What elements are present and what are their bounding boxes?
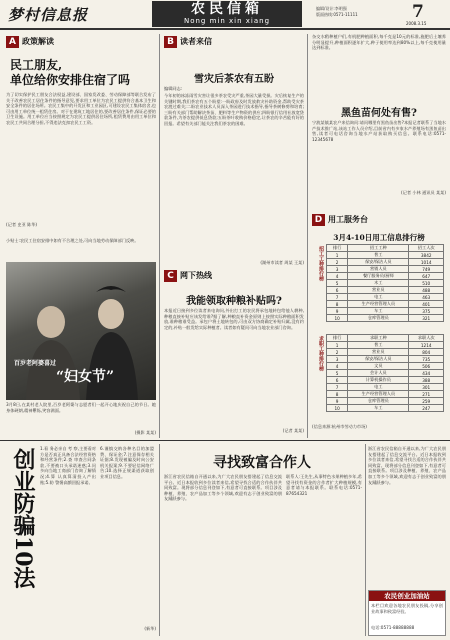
table-cell: 510 bbox=[409, 280, 444, 287]
table-cell: 401 bbox=[409, 301, 444, 308]
table-header: 招工工种 bbox=[348, 245, 409, 252]
section-a-note: 小贴士:农民工住宿安排中如有不合理之处,可向当地劳动保障部门反映。 bbox=[6, 238, 139, 243]
section-b-byline: 编辑同志: bbox=[164, 86, 183, 91]
photo-credit: (摄影 某某) bbox=[134, 430, 156, 435]
table-cell: 木工 bbox=[348, 280, 409, 287]
table-cell: 5 bbox=[327, 280, 348, 287]
section-a-headline: 民工朋友, 单位给你安排住宿了吗 bbox=[10, 58, 131, 87]
newspaper-logo: 梦村信息报 bbox=[8, 6, 89, 24]
table-cell: 6 bbox=[327, 377, 348, 384]
table-cell: 营业员 bbox=[348, 287, 409, 294]
table-row bbox=[327, 259, 444, 266]
table-cell: 804 bbox=[409, 349, 444, 356]
table-cell: 321 bbox=[409, 315, 444, 322]
table1-side-label: 招工工种排行榜 bbox=[318, 246, 324, 281]
seeking-table bbox=[326, 334, 444, 412]
bottom-center-body2: 联系人:王先生,从事特色水果种植多年,希望寻找有资金的合作者扩大种植规模,有意者请与本报联系。联系电话:0571-87654321 bbox=[286, 474, 362, 496]
table-cell: 9 bbox=[327, 308, 348, 315]
table-cell: 247 bbox=[409, 405, 444, 412]
table-row bbox=[327, 363, 444, 370]
table-cell: 保安/保洁人员 bbox=[348, 356, 409, 363]
section-c-body: 本报近日接到多位读者来电询问,外出打工的农民将承包地转包给他人耕种,种粮直接补贴应该发给谁?据了解,种粮直补资金原则上按照实际种粮面积发放,谁种粮谁受益。承包户将土地转包的,可由双方协商确定补贴归属,没有约定的,补贴一般发给实际种植者。读者如有疑问可向当地农业部门咨询。 bbox=[164, 308, 304, 330]
table-cell: 10 bbox=[327, 405, 348, 412]
table-cell: 4 bbox=[327, 363, 348, 370]
table-cell: 9 bbox=[327, 398, 348, 405]
bottom-left-body: 1.看 务必亲自 考 察,主要看对方是否真正具备合法经营资格和经营条件;2.查 审查合同条款,不要被口头承诺迷惑;3.问 多向当地工商部门咨询了解情况;4.算 认真算清投入产出账;5.防 警惕高额回报承诺。 bbox=[40, 446, 96, 485]
table-header: 排行 bbox=[327, 245, 348, 252]
section-a-title: 政策解读 bbox=[22, 37, 54, 46]
section-b-title: 读者来信 bbox=[180, 37, 212, 46]
table-cell: 计算机操作员 bbox=[348, 377, 409, 384]
table-cell: 3 bbox=[327, 266, 348, 273]
bottom-right-body: 浙江省农民信箱自开通以来,为广大农民朋友搭建起了信息交流平台。近日本报收到多位读者来信,希望寻找合适的合作伙伴共同致富。现将部分信息刊登如下,有意者可直接联系。项目涉及种植、养殖、农产品加工等多个领域,欢迎有志于创业致富的朋友踊跃参与。 bbox=[368, 446, 446, 485]
section-c-label: C bbox=[164, 270, 177, 282]
column-divider bbox=[307, 34, 308, 438]
table-cell: 488 bbox=[409, 287, 444, 294]
table-cell: 5 bbox=[327, 370, 348, 377]
table-cell: 2 bbox=[327, 259, 348, 266]
masthead-title: 农民信箱 bbox=[191, 1, 263, 17]
table-cell: 434 bbox=[409, 370, 444, 377]
table-cell: 4 bbox=[327, 273, 348, 280]
table-row bbox=[327, 370, 444, 377]
table-cell: 10 bbox=[327, 315, 348, 322]
bottom-center-body: 浙江省农民信箱自开通以来,为广大农民朋友搭建起了信息交流平台。近日本报收到多位读者来信,希望寻找合适的合作伙伴共同致富。现将部分信息刊登如下,有意者可直接联系。项目涉及种植、养殖、农产品加工等多个领域,欢迎有志于创业致富的朋友踊跃参与。 bbox=[164, 474, 282, 502]
column-divider bbox=[159, 444, 160, 636]
ad-body: 本栏目欢迎各地农民朋友投稿,分享创业故事和致富经验。 bbox=[371, 603, 443, 614]
table-cell: 车工 bbox=[348, 405, 409, 412]
section-d-title: 用工服务台 bbox=[328, 215, 368, 224]
table-cell: 1014 bbox=[409, 259, 444, 266]
table-cell: 仓库管理员 bbox=[348, 398, 409, 405]
table-row bbox=[327, 301, 444, 308]
table-cell: 301 bbox=[409, 384, 444, 391]
table-cell: 电工 bbox=[348, 294, 409, 301]
table-cell: 3 bbox=[327, 356, 348, 363]
table-header-row bbox=[327, 335, 444, 342]
right-body: 宁波某镇某农户来信询问:请问哪里有黑鱼苗出售?本报记者联系了当地水产技术推广站,该站工作人员介绍,目前省内有多家水产养殖场有黑鱼苗出售,读者可电话咨询当地水产站获取购买信息。联系电话:0571-12345678 bbox=[312, 120, 446, 142]
section-a-caption: (记者 史亚 陈华) bbox=[6, 222, 38, 227]
table-row bbox=[327, 308, 444, 315]
table-cell: 普工 bbox=[348, 252, 409, 259]
section-b-body: 今年初的冰冻雨雪灾害让很多茶农受灾严重,茶园大量受损。灾后恢复生产的关键时期,我们茶农有五个盼望:一盼政府及时发放救灾补助资金,帮助受灾茶农渡过难关;二盼农业技术人员深入茶园进行技术指导,指导茶树修剪和培育;三盼有关部门帮助解决茶苗、肥料等生产物资的供应;四盼银行信用社放宽贷款条件,为茶农提供低息贷款;五盼茶叶收购价格稳定,让茶农的辛苦能有好的回报。希望有关部门能关注我们茶农的困难。 bbox=[164, 93, 304, 126]
table-row bbox=[327, 398, 444, 405]
table-cell: 车工 bbox=[348, 308, 409, 315]
table-cell: 3842 bbox=[409, 252, 444, 259]
page-header bbox=[0, 0, 450, 28]
bottom-left-body2: 6.谨慎交纳各种名目的加盟费、保证金;7.注意保存相关证据;8.发现被骗及时向公安机关报案;9.不要轻信网络广告;10.选择正规渠道获取创业项目信息。 bbox=[100, 446, 154, 479]
section-b-label: B bbox=[164, 36, 177, 48]
table-cell: 8 bbox=[327, 391, 348, 398]
table-cell: 463 bbox=[409, 294, 444, 301]
table-cell: 749 bbox=[409, 266, 444, 273]
table-row bbox=[327, 405, 444, 412]
photo-caption-big: “妇女节” bbox=[56, 369, 115, 385]
hiring-table bbox=[326, 244, 444, 322]
table-cell: 生产经营管理人员 bbox=[348, 301, 409, 308]
section-b-headline: 雪灾后茶农有五盼 bbox=[194, 74, 274, 85]
table-cell: 647 bbox=[409, 273, 444, 280]
table-header: 求职工种 bbox=[348, 335, 409, 342]
meta-line: 编辑/设计:李明强 bbox=[316, 6, 347, 11]
table-row bbox=[327, 384, 444, 391]
meta-line: 版面热线:0571-11111 bbox=[316, 12, 358, 17]
table-row bbox=[327, 349, 444, 356]
table-cell: 7 bbox=[327, 294, 348, 301]
table-cell: 271 bbox=[409, 391, 444, 398]
table-row bbox=[327, 287, 444, 294]
table-cell: 电工 bbox=[348, 384, 409, 391]
section-b-signature: (湖州市读者 周某 王某) bbox=[260, 260, 304, 265]
section-c-headline: 我能领取种粮补贴吗? bbox=[186, 296, 282, 307]
table-cell: 259 bbox=[409, 398, 444, 405]
table-cell: 506 bbox=[409, 363, 444, 370]
section-d-label: D bbox=[312, 214, 325, 226]
jobs-note: (信息来源:杭州市劳动力市场) bbox=[312, 424, 367, 429]
jobs-table-title: 3月4-10日用工信息排行榜 bbox=[333, 233, 425, 242]
table2-side-label: 求职工种排行榜 bbox=[318, 336, 324, 371]
table-cell: 1 bbox=[327, 252, 348, 259]
page-number: 7 bbox=[412, 2, 424, 22]
section-a-body: 为了切实保护民工朋友合法权益,建设部、国家发改委、劳动保障部等联合发布了关于改善农民工居住条件的指导意见,要求用工单位为农民工提供符合基本卫生和安全条件的居住场所。农民工集中的开发区和工业园区,可建设农民工集体宿舍,也可由用工单位统一租赁住房。对于在建筑工地居住的,要改善居住条件,保证必要的卫生设施。用工单位应当按照规定为农民工提供居住场所,租赁费用由用工单位和农民工共同合理分担,不得违法克扣农民工工资。 bbox=[6, 92, 156, 125]
table-cell: 普工 bbox=[348, 342, 409, 349]
ad-title: 农民创业加油站 bbox=[369, 591, 445, 601]
table-header: 排行 bbox=[327, 335, 348, 342]
table-row bbox=[327, 391, 444, 398]
table-cell: 文员 bbox=[348, 363, 409, 370]
column-divider bbox=[365, 444, 366, 636]
table-cell: 生产经营管理人员 bbox=[348, 391, 409, 398]
news-photo bbox=[6, 262, 156, 400]
table-row bbox=[327, 252, 444, 259]
table-cell: 1214 bbox=[409, 342, 444, 349]
table-cell: 仓库管理员 bbox=[348, 315, 409, 322]
right-signature: (记者 小林 通讯员 某某) bbox=[401, 190, 446, 195]
masthead bbox=[152, 1, 302, 27]
column-divider bbox=[159, 34, 160, 438]
masthead-meta bbox=[316, 6, 358, 18]
table-header: 招工人次 bbox=[409, 245, 444, 252]
issue-date: 2008.3.15 bbox=[406, 21, 427, 26]
table-cell: 7 bbox=[327, 384, 348, 391]
table-cell: 2 bbox=[327, 349, 348, 356]
ad-box bbox=[368, 590, 446, 636]
hiring-table-grid bbox=[326, 244, 444, 322]
table-cell: 1 bbox=[327, 342, 348, 349]
table-cell: 735 bbox=[409, 356, 444, 363]
table-cell: 营业员 bbox=[348, 349, 409, 356]
seeking-table-grid bbox=[326, 334, 444, 412]
table-header-row bbox=[327, 245, 444, 252]
photo-caption-text: 3月8日,在某村老人院里,百岁老阿婆与志愿者们一起开心地庆祝自己的节日。她身体硬朗,精神矍铄,笑容满面。 bbox=[6, 402, 156, 413]
table-cell: 388 bbox=[409, 377, 444, 384]
bottom-rule bbox=[0, 440, 450, 441]
table-row bbox=[327, 377, 444, 384]
right-top-body: 杂交水稻种植户们,有机肥种植面积,每千克是10元的标准,施肥后土壤养分明显提升,种植面积逐年扩大,种子使用率达到80%以上,每千克使用量达到标准。 bbox=[312, 34, 446, 51]
table-row bbox=[327, 273, 444, 280]
table-row bbox=[327, 266, 444, 273]
bottom-left-signature: (新华) bbox=[144, 626, 156, 631]
section-a-label: A bbox=[6, 36, 19, 48]
table-row bbox=[327, 356, 444, 363]
table-row bbox=[327, 280, 444, 287]
table-cell: 6 bbox=[327, 287, 348, 294]
photo-caption-title: 百岁老阿婆喜过 bbox=[14, 360, 57, 367]
table-cell: 375 bbox=[409, 308, 444, 315]
table-row bbox=[327, 342, 444, 349]
table-cell: 会计人员 bbox=[348, 370, 409, 377]
bottom-left-title: 创业防骗10法 bbox=[10, 448, 36, 589]
table-header: 求职人次 bbox=[409, 335, 444, 342]
table-row bbox=[327, 315, 444, 322]
bottom-center-headline: 寻找致富合作人 bbox=[213, 455, 311, 471]
table-row bbox=[327, 294, 444, 301]
right-headline: 黑鱼苗何处有售? bbox=[341, 108, 417, 119]
table-cell: 8 bbox=[327, 301, 348, 308]
ad-phone: 电话:0571-88888888 bbox=[371, 625, 415, 630]
table-cell: 保安/保洁人员 bbox=[348, 259, 409, 266]
section-c-title: 网下热线 bbox=[180, 271, 212, 280]
header-rule bbox=[0, 28, 450, 30]
masthead-pinyin: Nong min xin xiang bbox=[183, 17, 271, 25]
table-cell: 餐厅服务员/厨师 bbox=[348, 273, 409, 280]
section-c-signature: (记者 某某) bbox=[282, 428, 304, 433]
table-cell: 营销人员 bbox=[348, 266, 409, 273]
